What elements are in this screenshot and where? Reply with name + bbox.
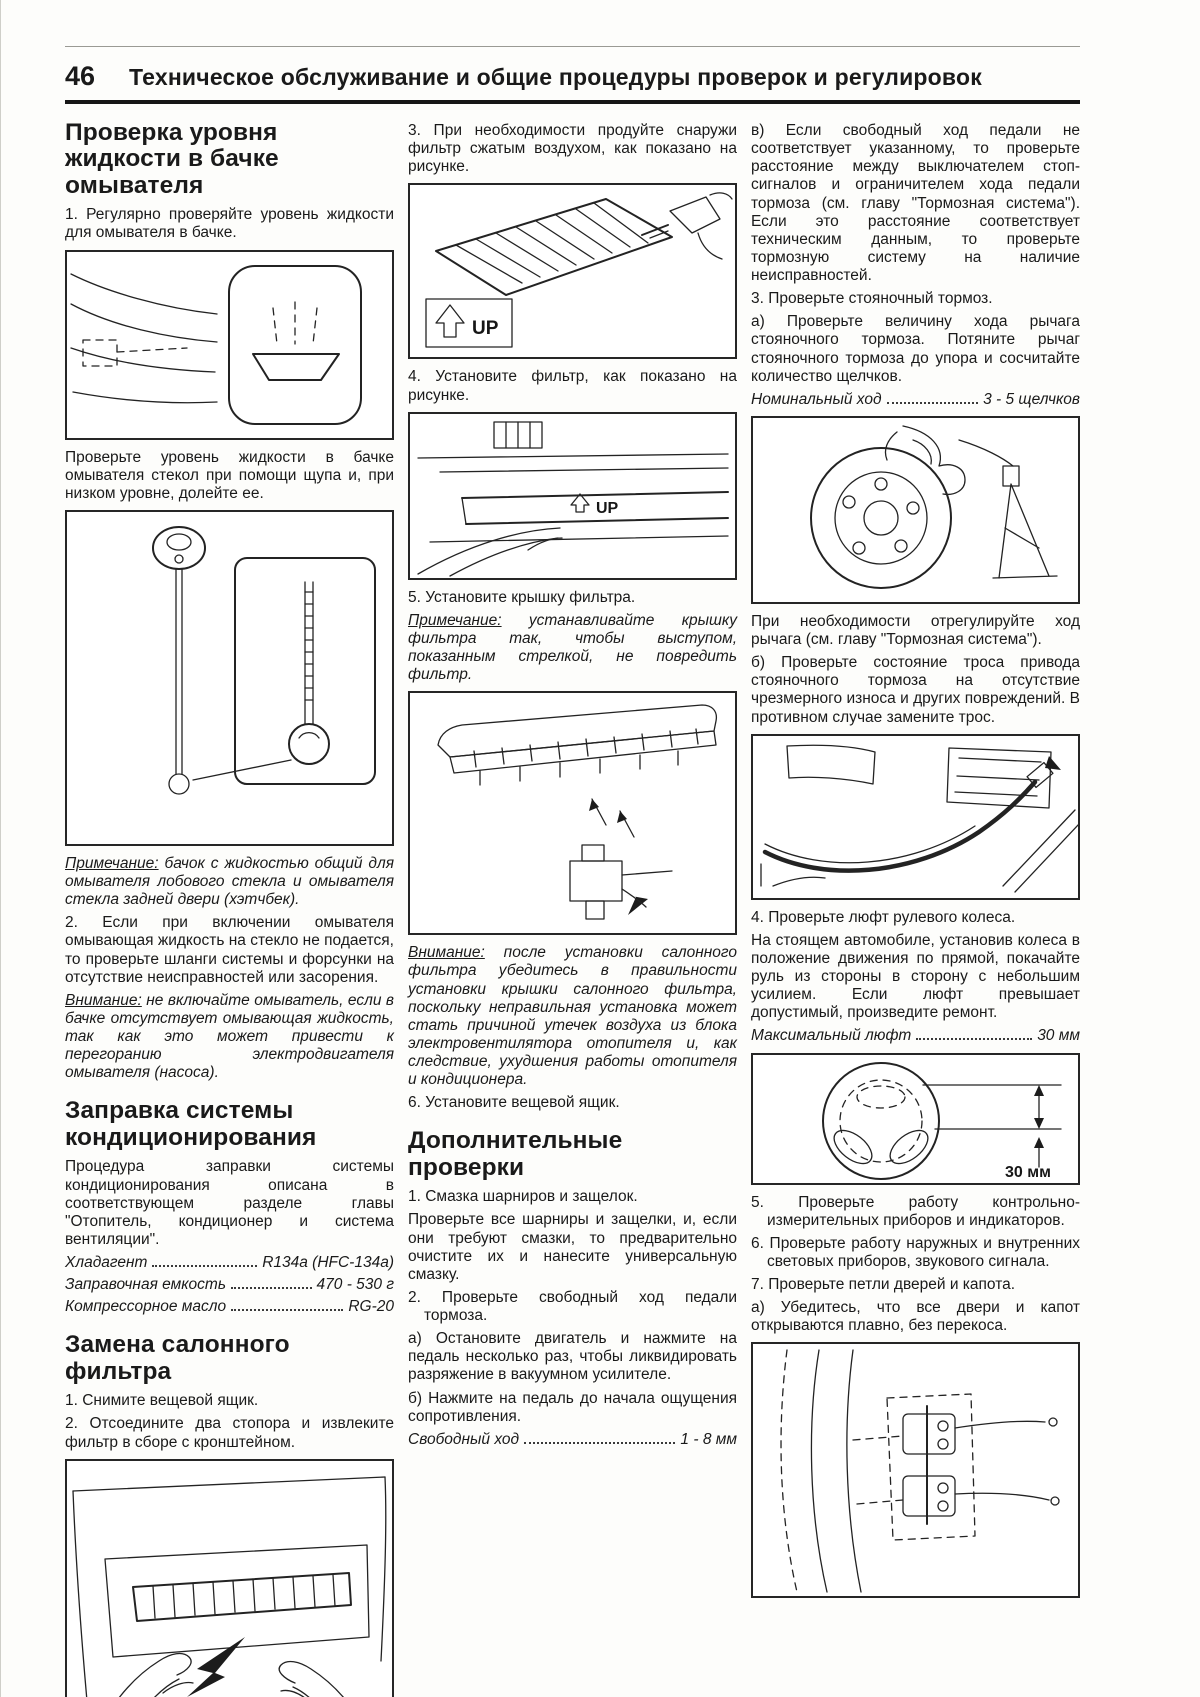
dotted-leader: [887, 402, 979, 404]
hand: [885, 426, 965, 494]
paragraph: Процедура заправки системы кондиционирования описана в соответствующем разделе главы "Отопитель, кондиционер и система вентиляции".: [65, 1158, 394, 1248]
warning-washer: [65, 992, 394, 1083]
note-label: Примечание:: [65, 854, 159, 872]
spec-pedal-free-play: [408, 1431, 737, 1449]
figure-brake-drum: [751, 416, 1080, 604]
list-item: 2. Проверьте свободный ход педали тормоза.: [408, 1288, 737, 1325]
steering-wheel-illustration: [753, 1055, 1078, 1183]
figure-filter-install: [408, 412, 737, 580]
section-heading-cabin-filter: Замена салонного фильтра: [65, 1331, 290, 1385]
figure-door-hinge: [751, 1342, 1080, 1598]
hand-outline: [418, 528, 560, 574]
spec-name: Свободный ход: [408, 1430, 520, 1448]
list-item: 7. Проверьте петли дверей и капота.: [751, 1276, 1016, 1293]
cabin-filter: [133, 1573, 351, 1621]
warning-text: после установки салонного фильтра убедитесь в правильности установки крышки салонного фильтра, поскольку неправильная установка может стать причиной утечек воздуха из блока электровентилятора отопителя и, как следствие, ухудшения работы отопителя и кондиционера.: [408, 944, 737, 1089]
brake-drum-illustration: [753, 418, 1078, 602]
spec-value: 3 - 5 щелчков: [983, 390, 1080, 408]
filter-slot: [462, 492, 728, 524]
play-measurement: [923, 1085, 1061, 1181]
paragraph: При необходимости отрегулируйте ход рычага (см. главу "Тормозная система").: [751, 612, 1080, 648]
bracket-part: [570, 845, 672, 919]
paragraph: 4. Установите фильтр, как показано на рисунке.: [408, 368, 737, 404]
paragraph: 5. Установите крышку фильтра.: [408, 588, 636, 606]
list-subitem: а) Убедитесь, что все двери и капот открываются плавно, без перекоса.: [751, 1299, 1080, 1335]
filter-blow-illustration: [410, 185, 735, 357]
note-washer-reservoir: [65, 855, 394, 909]
paragraph: 1. Регулярно проверяйте уровень жидкости для омывателя в бачке.: [65, 206, 394, 242]
section-heading-additional-checks: Дополнительные проверки: [408, 1127, 623, 1181]
door-edge: [781, 1350, 861, 1592]
air-gun: [642, 193, 732, 259]
list-subitem: Проверьте все шарниры и защелки, и, если они требуют смазки, то предварительно очистите их и нанесите универсальную смазку.: [408, 1211, 737, 1283]
list-item: 1. Смазка шарниров и защелок.: [408, 1188, 638, 1206]
spec-value: R134a (HFC-134a): [262, 1254, 394, 1272]
spec-lever-travel: [751, 391, 1080, 409]
page-title: Техническое обслуживание и общие процедуры проверок и регулировок: [129, 64, 982, 90]
hinge: [887, 1394, 975, 1540]
dotted-leader: [916, 1038, 1032, 1040]
wiper-spray-icon: [253, 302, 339, 380]
spec-refrigerant: [65, 1254, 394, 1272]
warning-filter-cover: [408, 944, 737, 1089]
filter-cover-illustration: [410, 693, 735, 933]
figure-parking-brake-cable: [751, 734, 1080, 900]
list-subitem: в) Если свободный ход педали не соответствует указанному, то проверьте расстояние между выключателем стоп-сигналов и ограничителем хода педали тормоза (см. главу "Тормозная система"). Если это расстояние соответствует техническим данным, то проверьте тормозную систему на наличие неисправностей.: [751, 122, 1080, 284]
list-subitem: а) Проверьте величину хода рычага стояночного тормоза. Потяните рычаг стояночного тормоза до упора и сосчитайте количество щелчков.: [751, 313, 1080, 385]
parking-cable-illustration: [753, 736, 1078, 898]
figure-washer-symbol: [65, 250, 394, 440]
list-subitem: На стоящем автомобиле, установив колеса в положение движения по прямой, покачайте руль из стороны в сторону с небольшим усилием. Если люфт превышает допустимый, произведите ремонт.: [751, 931, 1080, 1022]
paragraph: 2. Отсоедините два стопора и извлеките фильтр в сборе с кронштейном.: [65, 1415, 394, 1451]
top-rule: [65, 46, 1080, 47]
paragraph: 6. Установите вещевой ящик.: [408, 1094, 620, 1112]
column-left: [65, 118, 394, 1697]
cabin-filter-element: [436, 199, 672, 295]
list-item: 4. Проверьте люфт рулевого колеса.: [751, 908, 1016, 926]
brake-drum: [811, 448, 951, 588]
section-heading-ac-charge: Заправка системы кондиционирования: [65, 1097, 317, 1151]
spec-charge-capacity: [65, 1276, 394, 1294]
spec-name: Максимальный люфт: [751, 1027, 912, 1045]
spec-value: RG-20: [348, 1298, 394, 1316]
spec-name: Заправочная емкость: [65, 1276, 226, 1294]
spec-name: Хладагент: [65, 1254, 148, 1272]
level-scale-panel: [235, 558, 375, 784]
right-hand: [279, 1661, 377, 1697]
pointer-line: [193, 760, 291, 780]
paragraph: 2. Если при включении омывателя омывающая жидкость на стекло не подается, то проверьте шланги системы и форсунки на отсутствие неисправностей или засорения.: [65, 914, 394, 986]
glovebox-removal-illustration: [67, 1461, 392, 1697]
dipstick: [153, 527, 205, 794]
paragraph: 3. При необходимости продуйте снаружи фильтр сжатым воздухом, как показано на рисунке.: [408, 122, 737, 176]
note-text: бачок с жидкостью общий для омывателя лобового стекла и омывателя стекла задней двери (хэтчбек).: [65, 854, 394, 909]
paragraph: Проверьте уровень жидкости в бачке омывателя стекол при помощи щупа и, при низком уровне, долейте ее.: [65, 448, 394, 502]
up-direction-box: [426, 299, 512, 347]
paragraph: 1. Снимите вещевой ящик.: [65, 1392, 259, 1410]
up-marking: [571, 494, 619, 517]
steering-wheel: [823, 1063, 939, 1179]
page-header: [65, 61, 1080, 104]
warning-label: Внимание:: [408, 944, 485, 962]
spec-steering-play: [751, 1027, 1080, 1045]
columns: [65, 118, 1080, 1697]
note-text: устанавливайте крышку фильтра так, чтобы выступом, показанным стрелкой, не повредить фильтр.: [408, 611, 737, 684]
up-label: UP: [472, 318, 499, 340]
left-hand: [87, 1653, 193, 1697]
warning-label: Внимание:: [65, 991, 142, 1009]
figure-filter-blow: [408, 183, 737, 359]
spec-name: Компрессорное масло: [65, 1298, 227, 1316]
jack-stand: [993, 466, 1057, 578]
cable-end-arrow: [1045, 756, 1061, 770]
column-right: [751, 118, 1080, 1697]
list-subitem: б) Проверьте состояние троса привода стояночного тормоза на отсутствие чрезмерного износа и других повреждений. В противном случае замените трос.: [751, 654, 1080, 726]
note-filter-cover: [408, 612, 737, 685]
note-label: Примечание:: [408, 611, 502, 629]
dotted-leader: [231, 1309, 343, 1311]
spec-compressor-oil: [65, 1298, 394, 1316]
spec-name: Номинальный ход: [751, 390, 882, 408]
figure-steering-wheel: [751, 1053, 1080, 1185]
figure-washer-dipstick: [65, 510, 394, 846]
figure-glovebox-filter-removal: [65, 1459, 394, 1697]
dimension-label: 30 мм: [1005, 1163, 1051, 1181]
page-number: 46: [65, 61, 96, 91]
filter-cover-part: [438, 705, 716, 785]
up-label: UP: [596, 499, 619, 517]
list-item: 6. Проверьте работу наружных и внутренних световых приборов, звукового сигнала.: [751, 1234, 1080, 1270]
tab-arrows: [589, 799, 634, 837]
figure-filter-cover: [408, 691, 737, 935]
dotted-leader: [524, 1442, 675, 1444]
list-item: 5. Проверьте работу контрольно-измерительных приборов и индикаторов.: [751, 1193, 1080, 1229]
brake-cable: [765, 756, 1061, 871]
spec-value: 470 - 530 г: [316, 1276, 394, 1294]
symbol-frame: [229, 266, 361, 424]
dotted-leader: [152, 1265, 257, 1267]
section-heading-washer: Проверка уровня жидкости в бачке омывателя: [65, 119, 279, 199]
door-hinge-illustration: [753, 1344, 1078, 1596]
dipstick-illustration: [67, 512, 392, 844]
list-subitem: б) Нажмите на педаль до начала ощущения сопротивления.: [408, 1389, 737, 1425]
glovebox-opening: [105, 1545, 369, 1657]
filter-install-illustration: [410, 414, 735, 578]
list-subitem: а) Остановите двигатель и нажмите на педаль несколько раз, чтобы ликвидировать разряжение в вакуумном усилителе.: [408, 1330, 737, 1384]
spec-value: 1 - 8 мм: [680, 1430, 737, 1448]
up-arrow-icon: [571, 494, 589, 512]
up-arrow-icon: [436, 305, 464, 337]
dotted-leader: [231, 1287, 312, 1289]
direction-arrow: [187, 1637, 245, 1697]
column-middle: [408, 118, 737, 1697]
spec-value: 30 мм: [1037, 1027, 1080, 1045]
list-item: 3. Проверьте стояночный тормоз.: [751, 290, 993, 308]
washer-symbol-illustration: [67, 252, 392, 438]
warning-text: не включайте омыватель, если в бачке отсутствует омывающая жидкость, так как это может привести к перегоранию электродвигателя омывателя (насоса).: [65, 991, 394, 1082]
